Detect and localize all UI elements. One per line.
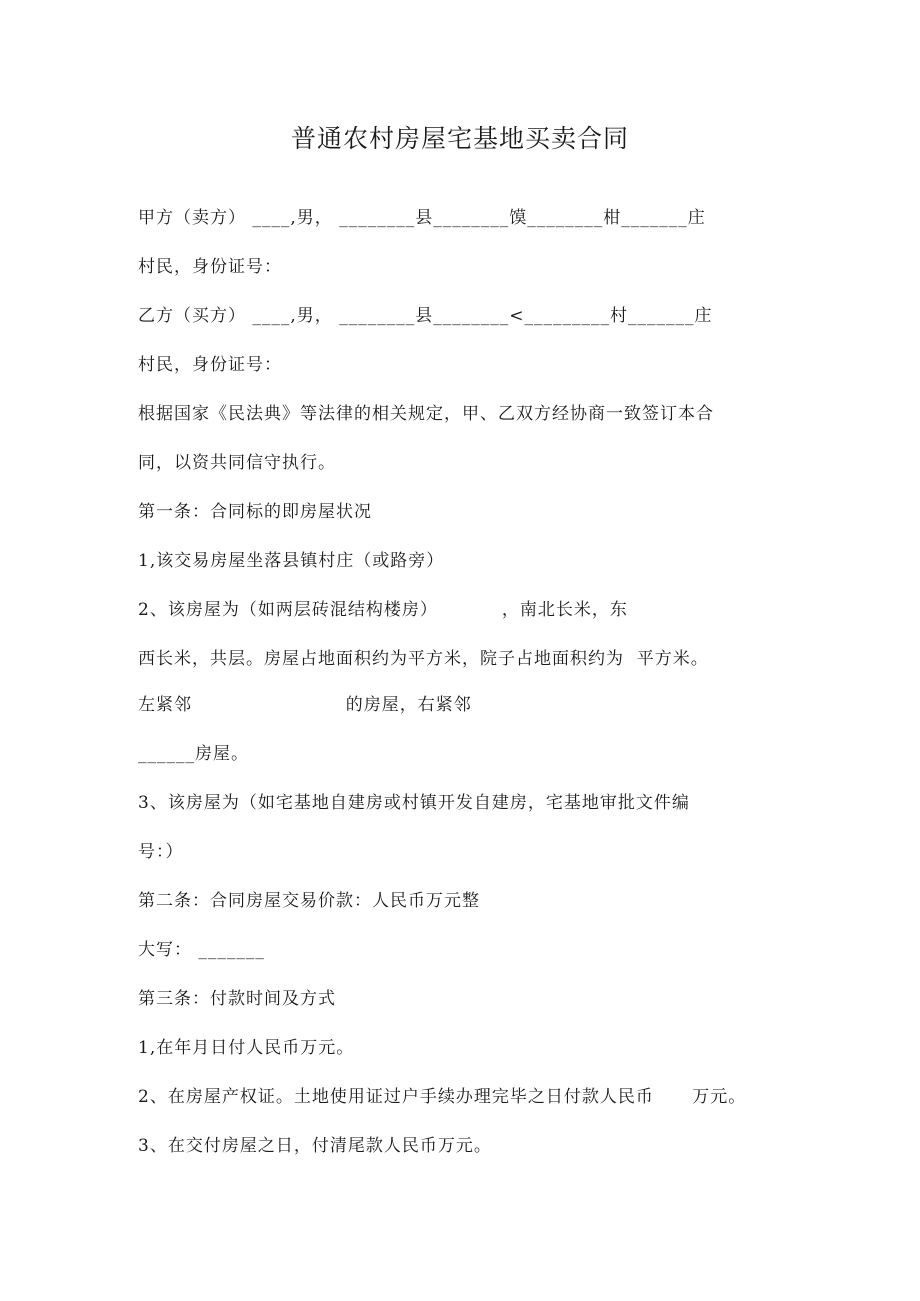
article-3-item-3: 3、在交付房屋之日，付清尾款人民币万元。 xyxy=(138,1136,492,1156)
preamble-line-2: 同，以资共同信守执行。 xyxy=(138,453,336,473)
article-3-heading: 第三条：付款时间及方式 xyxy=(138,989,336,1009)
article-1-item-3-line-1: 3、该房屋为（如宅基地自建房或村镇开发自建房，宅基地审批文件编 xyxy=(138,793,690,813)
article-1-item-2-line-3: 左紧邻 的房屋，右紧邻 xyxy=(138,695,472,715)
article-3-item-2: 2、在房屋产权证。土地使用证过户手续办理完毕之日付款人民币 万元。 xyxy=(138,1087,747,1107)
article-2-heading: 第二条：合同房屋交易价款：人民币万元整 xyxy=(138,891,480,911)
article-1-item-1: 1,该交易房屋坐落县镇村庄（或路旁） xyxy=(138,551,445,571)
article-3-item-1: 1,在年月日付人民币万元。 xyxy=(138,1038,355,1058)
article-1-heading: 第一条：合同标的即房屋状况 xyxy=(138,502,372,522)
article-1-item-2-line-4: ______房屋。 xyxy=(138,744,249,764)
article-2-amount-in-words: 大写： _______ xyxy=(138,940,265,960)
party-a-id-line: 村民，身份证号： xyxy=(138,257,282,277)
article-1-item-2-line-1: 2、该房屋为（如两层砖混结构楼房） ，南北长米，东 xyxy=(138,600,628,620)
article-1-item-3-line-2: 号：） xyxy=(138,842,184,862)
party-b-line: 乙方（买方） ____,男， ________县________<_________村_______庄 xyxy=(138,306,713,326)
party-b-id-line: 村民，身份证号： xyxy=(138,355,282,375)
party-a-line: 甲方（卖方） ____,男， ________县________馍________柑_______庄 xyxy=(138,208,706,228)
preamble-line-1: 根据国家《民法典》等法律的相关规定，甲、乙双方经协商一致签订本合 xyxy=(138,404,714,424)
article-1-item-2-line-2: 西长米，共层。房屋占地面积约为平方米，院子占地面积约为 平方米。 xyxy=(138,649,709,669)
document-title: 普通农村房屋宅基地买卖合同 xyxy=(290,124,629,153)
